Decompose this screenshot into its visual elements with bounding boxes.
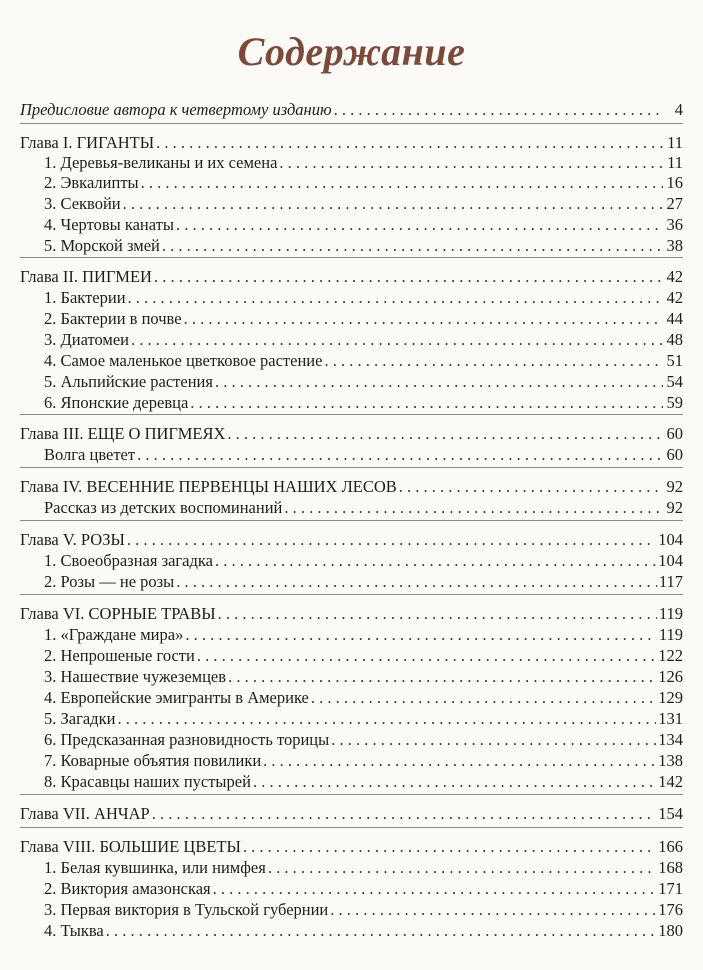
toc-section-entry xyxy=(20,330,683,350)
toc-page-number: 36 xyxy=(666,215,683,234)
section-divider xyxy=(20,123,683,124)
toc-entry-title: 2. Непрошеные гости xyxy=(44,646,195,665)
toc-entry-title: 1. Деревья-великаны и их семена xyxy=(44,153,278,172)
section-divider xyxy=(20,827,683,828)
toc-page-number: 142 xyxy=(658,772,683,791)
toc-entry-title: Волга цветет xyxy=(44,445,136,464)
toc-chapter-entry xyxy=(20,477,683,497)
section-divider xyxy=(20,794,683,795)
toc-page-number: 11 xyxy=(667,153,683,172)
dot-leader xyxy=(176,215,663,235)
toc-page-number: 171 xyxy=(658,879,683,898)
dot-leader xyxy=(213,879,657,899)
dot-leader xyxy=(331,730,656,750)
toc-entry-title: Предисловие автора к четвертому изданию xyxy=(20,100,332,119)
dot-leader xyxy=(399,477,663,497)
toc-section-entry xyxy=(20,730,683,750)
toc-page-number: 129 xyxy=(658,688,683,707)
toc-entry-title: 7. Коварные объятия повилики xyxy=(44,751,262,770)
toc-chapter-entry xyxy=(20,804,683,824)
toc-entry-title: 1. «Граждане мира» xyxy=(44,625,184,644)
toc-page-number: 131 xyxy=(658,709,683,728)
toc-section-entry xyxy=(20,351,683,371)
dot-leader xyxy=(324,351,663,371)
toc-page-number: 59 xyxy=(666,393,683,412)
section-divider xyxy=(20,467,683,468)
toc-entry-title: Глава IV. ВЕСЕННИЕ ПЕРВЕНЦЫ НАШИХ ЛЕСОВ xyxy=(20,477,397,496)
dot-leader xyxy=(279,153,663,173)
toc-page-number: 42 xyxy=(666,267,683,286)
toc-page-number: 38 xyxy=(666,236,683,255)
toc-page-number: 11 xyxy=(667,133,683,152)
toc-page-number: 60 xyxy=(666,424,683,443)
toc-section-entry xyxy=(20,688,683,708)
toc-chapter-entry xyxy=(20,133,683,153)
toc-section-entry xyxy=(20,445,683,465)
toc-chapter-entry xyxy=(20,604,683,624)
toc-chapter-entry xyxy=(20,424,683,444)
toc-entry-title: Глава VII. АНЧАР xyxy=(20,804,150,823)
dot-leader xyxy=(123,194,663,214)
toc-page-number: 92 xyxy=(666,498,683,517)
toc-entry-title: 8. Красавцы наших пустырей xyxy=(44,772,251,791)
toc-page-number: 54 xyxy=(666,372,683,391)
toc-entry-title: 3. Секвойи xyxy=(44,194,121,213)
dot-leader xyxy=(184,309,663,329)
toc-section-entry xyxy=(20,393,683,413)
dot-leader xyxy=(268,858,656,878)
page-title: Содержание xyxy=(237,29,466,74)
dot-leader xyxy=(137,445,663,465)
dot-leader xyxy=(215,551,656,571)
toc-entry-title: Глава V. РОЗЫ xyxy=(20,530,125,549)
toc-entry-title: 1. Своеобразная загадка xyxy=(44,551,213,570)
dot-leader xyxy=(152,804,657,824)
toc-section-entry xyxy=(20,236,683,256)
dot-leader xyxy=(311,688,656,708)
toc-entry-title: 3. Нашествие чужеземцев xyxy=(44,667,227,686)
toc-page-number: 126 xyxy=(658,667,683,686)
dot-leader xyxy=(106,921,656,941)
toc-entry-title: 4. Тыква xyxy=(44,921,104,940)
toc-section-entry xyxy=(20,372,683,392)
toc-page-number: 104 xyxy=(658,551,683,570)
toc-section-entry xyxy=(20,921,683,941)
toc-entry-title: 5. Альпийские растения xyxy=(44,372,213,391)
toc-section-entry xyxy=(20,173,683,193)
toc-page-number: 168 xyxy=(658,858,683,877)
dot-leader xyxy=(176,572,657,592)
dot-leader xyxy=(218,604,657,624)
toc-page-number: 44 xyxy=(666,309,683,328)
dot-leader xyxy=(330,900,656,920)
toc-page-number: 119 xyxy=(658,604,683,623)
toc-entry-title: 4. Самое маленькое цветковое растение xyxy=(44,351,323,370)
toc-entry-title: Рассказ из детских воспоминаний xyxy=(44,498,283,517)
toc-section-entry xyxy=(20,194,683,214)
toc-page-number: 42 xyxy=(666,288,683,307)
toc-chapter-entry xyxy=(20,530,683,550)
toc-entry-title: 2. Бактерии в почве xyxy=(44,309,182,328)
dot-leader xyxy=(215,372,663,392)
dot-leader xyxy=(284,498,663,518)
dot-leader xyxy=(154,267,663,287)
toc-chapter-entry xyxy=(20,837,683,857)
toc-entry-title: Глава I. ГИГАНТЫ xyxy=(20,133,155,152)
dot-leader xyxy=(227,424,663,444)
dot-leader xyxy=(117,709,656,729)
dot-leader xyxy=(127,530,656,550)
toc-page-number: 166 xyxy=(658,837,683,856)
dot-leader xyxy=(197,646,656,666)
toc-page-number: 176 xyxy=(658,900,683,919)
toc-section-entry xyxy=(20,751,683,771)
toc-section-entry xyxy=(20,288,683,308)
dot-leader xyxy=(228,667,656,687)
toc-page-number: 122 xyxy=(658,646,683,665)
toc-entry-title: 4. Чертовы канаты xyxy=(44,215,174,234)
toc-section-entry xyxy=(20,709,683,729)
toc-entry-title: 2. Виктория амазонская xyxy=(44,879,211,898)
toc-section-entry xyxy=(20,498,683,518)
toc-entry-title: 1. Белая кувшинка, или нимфея xyxy=(44,858,266,877)
toc-entry-title: 4. Европейские эмигранты в Америке xyxy=(44,688,309,707)
toc-page-number: 134 xyxy=(658,730,683,749)
toc-page-number: 104 xyxy=(658,530,683,549)
toc-section-entry xyxy=(20,858,683,878)
toc-entry-title: 2. Розы — не розы xyxy=(44,572,175,591)
toc-entry-title: Глава VI. СОРНЫЕ ТРАВЫ xyxy=(20,604,216,623)
toc-section-entry xyxy=(20,900,683,920)
toc-entry-title: 5. Загадки xyxy=(44,709,116,728)
toc-chapter-entry xyxy=(20,267,683,287)
toc-entry-title: Глава III. ЕЩЕ О ПИГМЕЯХ xyxy=(20,424,226,443)
toc-section-entry xyxy=(20,572,683,592)
dot-leader xyxy=(263,751,656,771)
toc-entry-title: 6. Предсказанная разновидность торицы xyxy=(44,730,330,749)
toc-section-entry xyxy=(20,625,683,645)
toc-page-number: 16 xyxy=(666,173,683,192)
dot-leader xyxy=(162,236,663,256)
toc-entry-title: 2. Эвкалипты xyxy=(44,173,139,192)
section-divider xyxy=(20,257,683,258)
dot-leader xyxy=(243,837,656,857)
toc-page-number: 4 xyxy=(674,100,683,119)
section-divider xyxy=(20,520,683,521)
toc-section-entry xyxy=(20,772,683,792)
toc-section-entry xyxy=(20,667,683,687)
dot-leader xyxy=(253,772,656,792)
toc-section-entry xyxy=(20,646,683,666)
toc-section-entry xyxy=(20,215,683,235)
toc-page-number: 60 xyxy=(666,445,683,464)
toc-page-number: 92 xyxy=(666,477,683,496)
toc-entry-title: 1. Бактерии xyxy=(44,288,126,307)
toc-entry-title: Глава VIII. БОЛЬШИЕ ЦВЕТЫ xyxy=(20,837,241,856)
section-divider xyxy=(20,414,683,415)
dot-leader xyxy=(128,288,663,308)
toc-section-entry xyxy=(20,551,683,571)
toc-page-number: 48 xyxy=(666,330,683,349)
toc-entry-title: 3. Первая виктория в Тульской губернии xyxy=(44,900,329,919)
toc-section-entry xyxy=(20,153,683,173)
toc-page-number: 27 xyxy=(666,194,683,213)
toc-entry-title: 6. Японские деревца xyxy=(44,393,189,412)
toc-page-number: 119 xyxy=(658,625,683,644)
toc-section-entry xyxy=(20,879,683,899)
toc-page-number: 117 xyxy=(658,572,683,591)
toc-entry-title: Глава II. ПИГМЕИ xyxy=(20,267,152,286)
dot-leader xyxy=(131,330,663,350)
section-divider xyxy=(20,594,683,595)
toc-preface-entry xyxy=(20,100,683,120)
dot-leader xyxy=(334,100,663,120)
dot-leader xyxy=(190,393,663,413)
toc-page-number: 51 xyxy=(666,351,683,370)
toc-section-entry xyxy=(20,309,683,329)
toc-entry-title: 3. Диатомеи xyxy=(44,330,130,349)
toc-page-number: 180 xyxy=(658,921,683,940)
dot-leader xyxy=(185,625,657,645)
dot-leader xyxy=(156,133,663,153)
dot-leader xyxy=(141,173,663,193)
toc-entry-title: 5. Морской змей xyxy=(44,236,160,255)
toc-page-number: 138 xyxy=(658,751,683,770)
toc-page-number: 154 xyxy=(658,804,683,823)
